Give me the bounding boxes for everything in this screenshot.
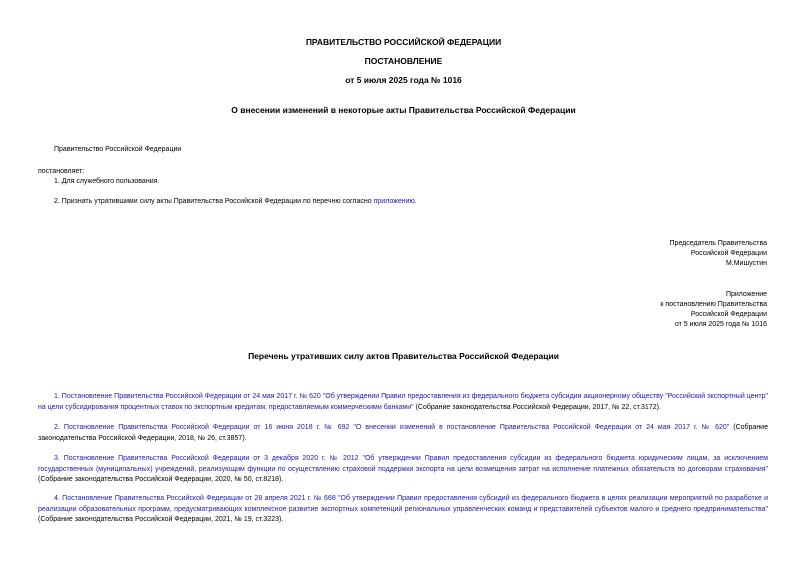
- list-item-2: [38, 423, 768, 444]
- signature-block: [670, 239, 767, 269]
- appendix-ref-line-3: Российской Федерации: [690, 311, 767, 318]
- act-link[interactable]: Постановление Правительства Российской Федерации от 16 июня 2018 г. № 692 "О внесении изменений в постановление Правительства Российской Федерации от 24 мая 2017 г. № 620": [63, 424, 730, 431]
- appendix-ref-line-2: к постановлению Правительства: [660, 301, 767, 308]
- item-number: 3.: [54, 455, 64, 462]
- item-number: 2.: [54, 424, 64, 431]
- list-item-1: [38, 392, 768, 413]
- paragraph-2-end: .: [414, 198, 417, 205]
- decree-text: постановляет:: [38, 168, 85, 175]
- signature-position: Председатель Правительства: [669, 240, 767, 247]
- signature-position-2: Российской Федерации: [690, 250, 767, 257]
- paragraph-1: 1. Для служебного пользования.: [54, 178, 160, 185]
- intro-text: Правительство Российской Федерации: [54, 146, 182, 153]
- item-source: (Собрание законодательства Российской Федерации, 2017, № 22, ст.3172).: [413, 403, 661, 411]
- doc-title: О внесении изменений в некоторые акты Правительства Российской Федерации: [231, 105, 576, 115]
- doc-org: ПРАВИТЕЛЬСТВО РОССИЙСКОЙ ФЕДЕРАЦИИ: [305, 37, 502, 47]
- list-title: Перечень утративших силу актов Правительства Российской Федерации: [248, 351, 559, 361]
- list-item-4: [38, 494, 768, 526]
- item-number: 4.: [54, 495, 63, 502]
- appendix-ref-block: [660, 290, 767, 330]
- doc-date: от 5 июля 2025 года № 1016: [345, 75, 462, 85]
- signature-name: М.Мишустин: [725, 260, 767, 267]
- appendix-ref-line-1: Приложение: [725, 291, 767, 298]
- item-source: (Собрание законодательства Российской Федерации, 2018, № 26, ст.3857).: [38, 424, 768, 442]
- item-source: (Собрание законодательства Российской Федерации, 2020, № 50, ст.8218).: [38, 476, 284, 483]
- paragraph-2-text: 2. Признать утратившими силу акты Правительства Российской Федерации по перечню согласно: [54, 198, 374, 205]
- appendix-ref-line-4: от 5 июля 2025 года № 1016: [674, 321, 767, 328]
- doc-type: ПОСТАНОВЛЕНИЕ: [364, 56, 443, 66]
- list-item-3: [38, 454, 768, 486]
- act-link[interactable]: Постановление Правительства Российской Федерации от 28 апреля 2021 г. № 668 "Об утверждении Правил предоставления субсидий из федерального бюджета в целях реализации мероприятий по разработке и реализации образовательных программ, предусматривающих комплексное развитие экспортных компетенций региональных управленческих команд и представителей субъектов малого и среднего предпринимательства": [38, 495, 768, 513]
- item-number: 1.: [54, 393, 62, 400]
- act-link[interactable]: Постановление Правительства Российской Федерации от 24 мая 2017 г. № 620 "Об утверждении Правил предоставления из федерального бюджета субсидии акционерному обществу "Российский экспортный центр" на цели субсидирования процентных ставок по экспортным кредитам, предоставляемым коммерческими банками": [38, 393, 768, 411]
- item-source: (Собрание законодательства Российской Федерации, 2021, № 19, ст.3223).: [38, 516, 284, 523]
- act-link[interactable]: Постановление Правительства Российской Федерации от 3 декабря 2020 г. № 2012 "Об утверждении Правил предоставления субсидии из федерального бюджета юридическим лицам, за исключением государственных (муниципальных) учреждений, реализующим функции по осуществлению страховой поддержки экспорта на цели возмещения затрат на исполнение платежных обязательств по договорам страхования": [38, 455, 768, 473]
- paragraph-2: [54, 197, 417, 207]
- appendix-link[interactable]: приложению: [373, 198, 415, 205]
